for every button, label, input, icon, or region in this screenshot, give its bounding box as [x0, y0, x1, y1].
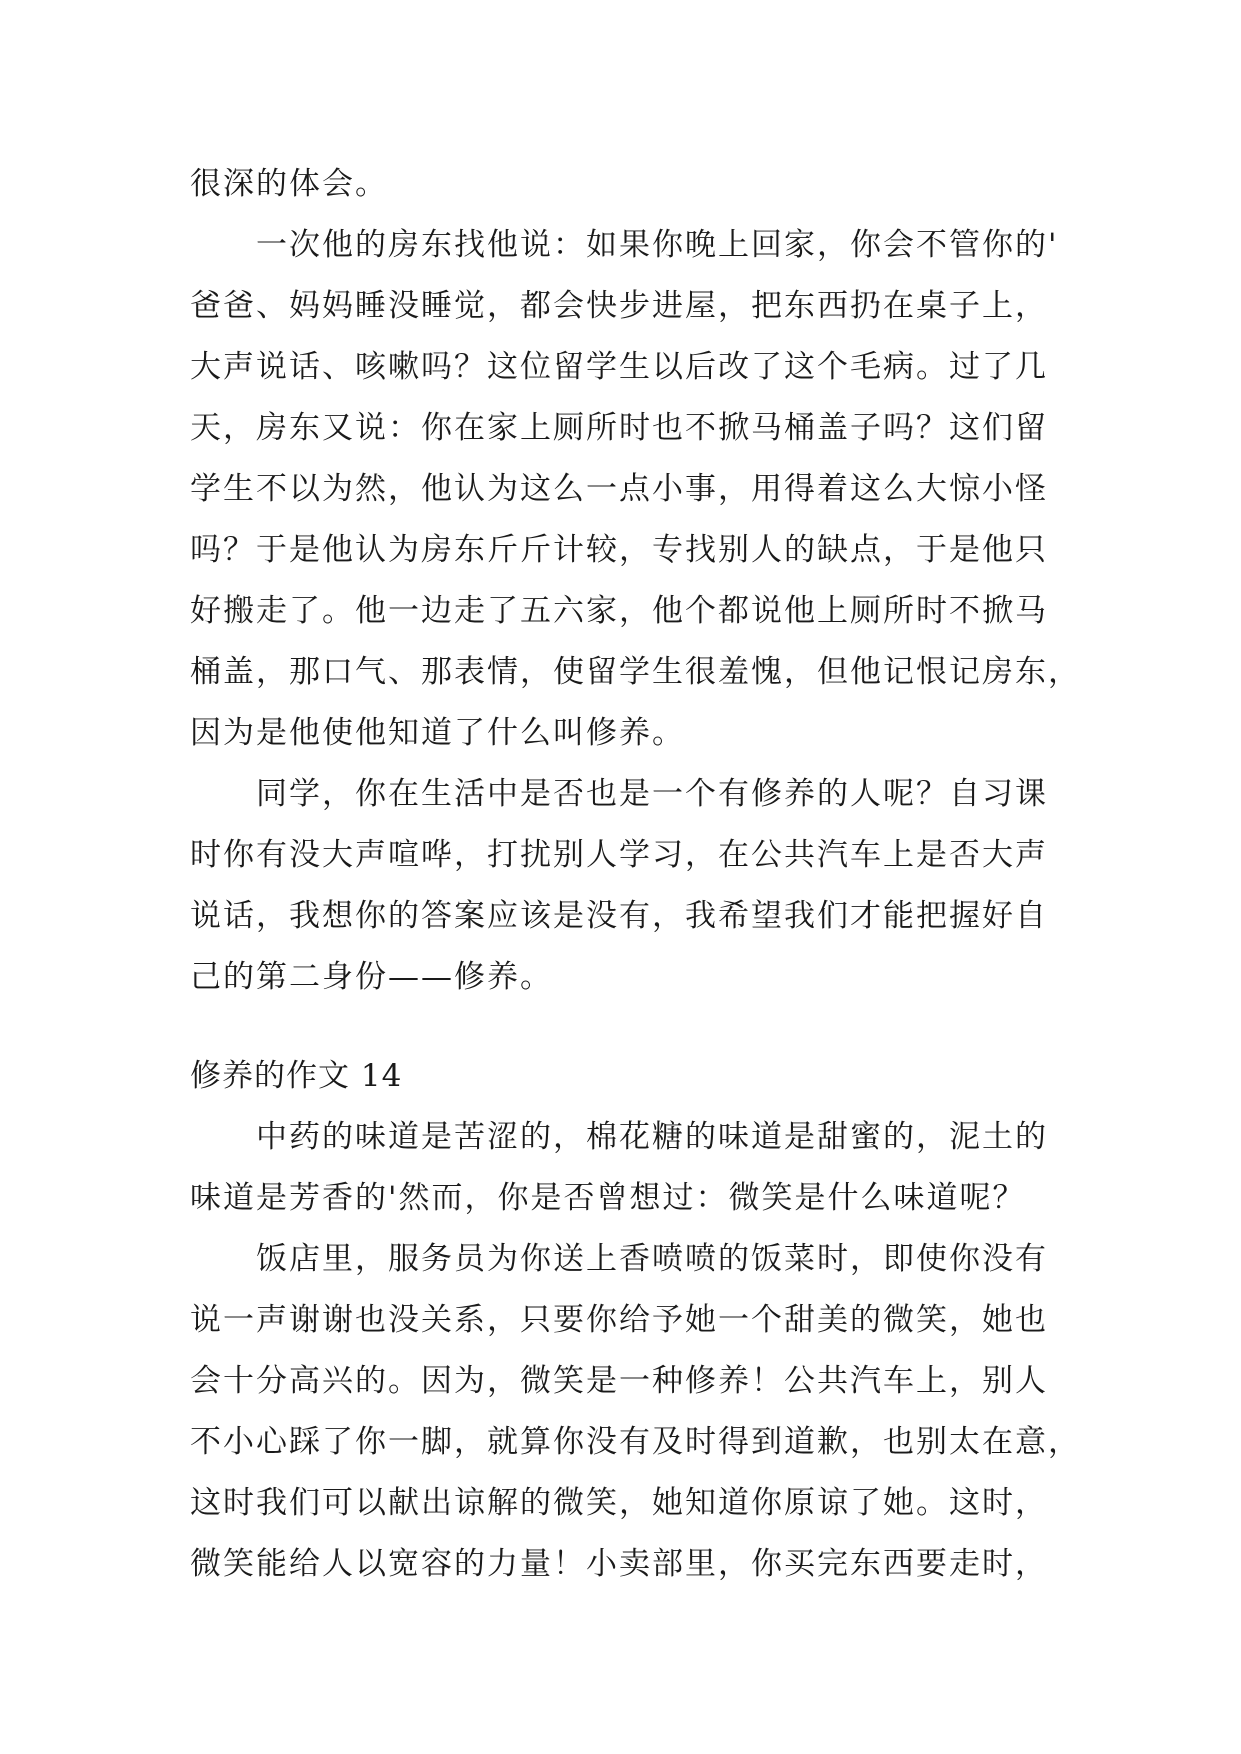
text-line: 好搬走了。他一边走了五六家，他个都说他上厕所时不掀马: [190, 593, 1048, 629]
text-line: 爸爸、妈妈睡没睡觉，都会快步进屋，把东西扔在桌子上，: [190, 288, 1048, 324]
text-line: 说一声谢谢也没关系，只要你给予她一个甜美的微笑，她也: [190, 1302, 1048, 1338]
text-line: 因为是他使他知道了什么叫修养。: [190, 715, 685, 751]
text-line: 时你有没大声喧哗，打扰别人学习，在公共汽车上是否大声: [190, 837, 1048, 873]
text-line: 天，房东又说：你在家上厕所时也不掀马桶盖子吗？这们留: [190, 410, 1048, 446]
paragraph-start-line: 同学，你在生活中是否也是一个有修养的人呢？自习课: [256, 776, 1048, 812]
text-line: 不小心踩了你一脚，就算你没有及时得到道歉，也别太在意，: [190, 1424, 1081, 1460]
text-line: 吗？于是他认为房东斤斤计较，专找别人的缺点，于是他只: [190, 532, 1048, 568]
text-line: 会十分高兴的。因为，微笑是一种修养！公共汽车上，别人: [190, 1363, 1048, 1399]
text-line: 大声说话、咳嗽吗？这位留学生以后改了这个毛病。过了几: [190, 349, 1048, 385]
text-line: 说话，我想你的答案应该是没有，我希望我们才能把握好自: [190, 898, 1048, 934]
paragraph-start-line: 中药的味道是苦涩的，棉花糖的味道是甜蜜的，泥土的: [256, 1119, 1048, 1155]
paragraph-start-line: 一次他的房东找他说：如果你晚上回家，你会不管你的': [256, 227, 1059, 263]
essay-heading: 修养的作文 14: [190, 1058, 403, 1094]
text-line: 微笑能给人以宽容的力量！小卖部里，你买完东西要走时，: [190, 1546, 1048, 1582]
text-line: 味道是芳香的'然而，你是否曾想过：微笑是什么味道呢？: [190, 1180, 1026, 1216]
text-line: 这时我们可以献出谅解的微笑，她知道你原谅了她。这时，: [190, 1485, 1048, 1521]
text-line: 很深的体会。: [190, 166, 388, 202]
text-line: 己的第二身份——修养。: [190, 959, 553, 995]
text-line: 学生不以为然，他认为这么一点小事，用得着这么大惊小怪: [190, 471, 1048, 507]
text-line: 桶盖，那口气、那表情，使留学生很羞愧，但他记恨记房东，: [190, 654, 1081, 690]
paragraph-start-line: 饭店里，服务员为你送上香喷喷的饭菜时，即使你没有: [256, 1241, 1048, 1277]
